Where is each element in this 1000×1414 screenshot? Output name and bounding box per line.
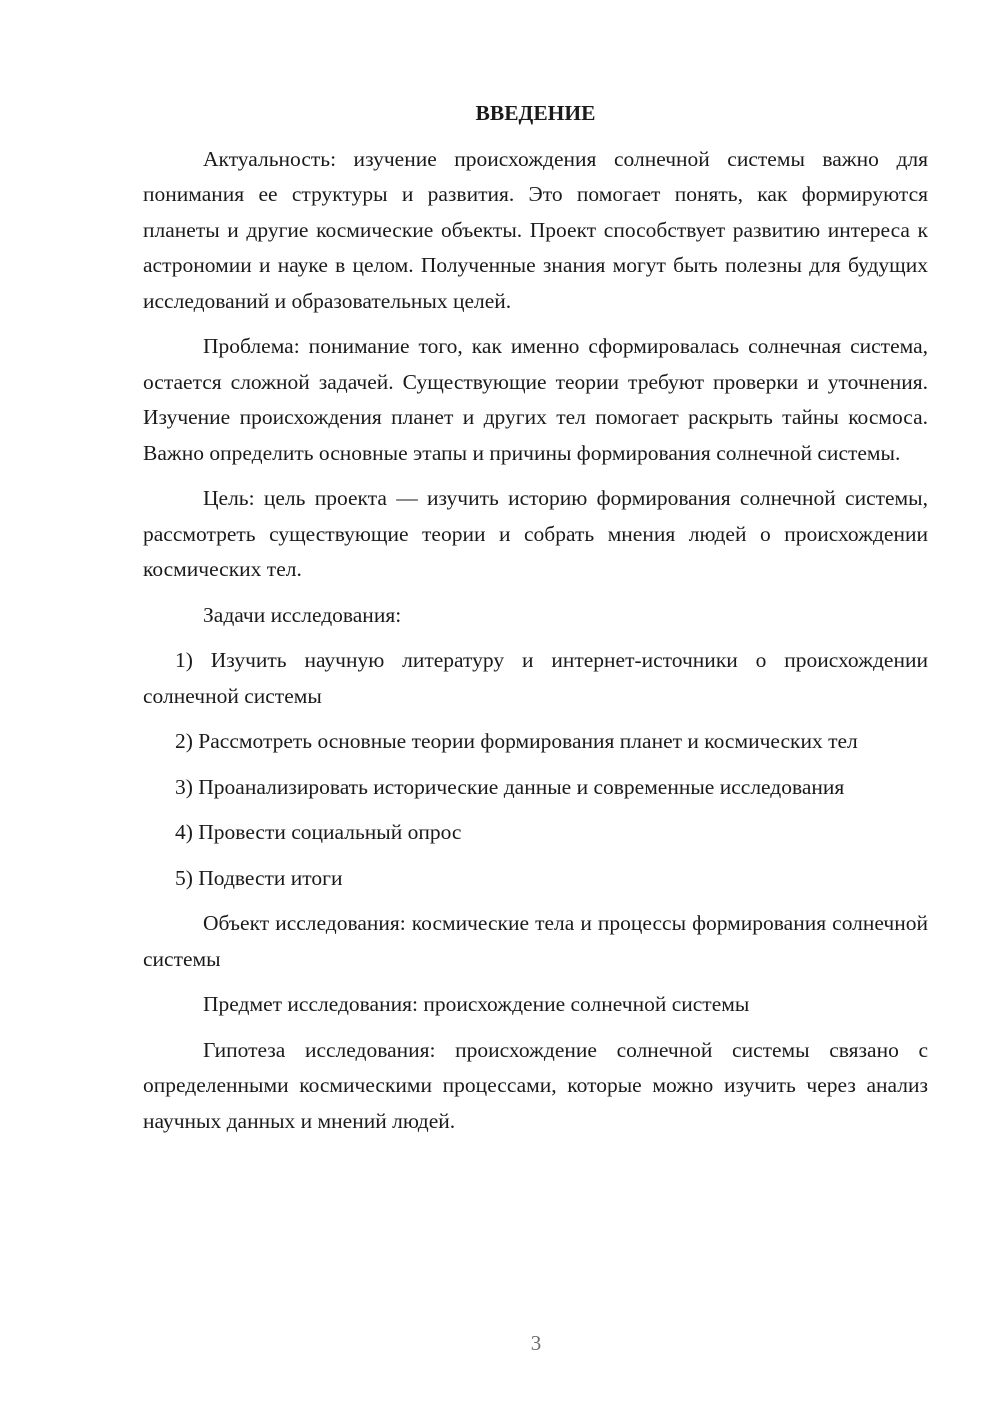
page-number: 3 xyxy=(530,1331,542,1355)
goal-paragraph: Цель: цель проекта — изучить историю формирования солнечной системы, рассмотреть существующие теории и собрать мнения людей о происхождении космических тел. xyxy=(143,486,928,581)
task-item-5: 5) Подвести итоги xyxy=(175,865,343,890)
subject-paragraph: Предмет исследования: происхождение солнечной системы xyxy=(203,992,750,1016)
section-title: ВВЕДЕНИЕ xyxy=(475,101,596,125)
task-item-1: 1) Изучить научную литературу и интернет-источники о происхождении солнечной системы xyxy=(143,648,928,708)
page-content xyxy=(143,96,928,1149)
task-item-2: 2) Рассмотреть основные теории формирования планет и космических тел xyxy=(175,729,858,753)
hypothesis-paragraph: Гипотеза исследования: происхождение солнечной системы связано с определенными космическими процессами, которые можно изучить через анализ научных данных и мнений людей. xyxy=(143,1037,928,1133)
task-item-3: 3) Проанализировать исторические данные и современные исследования xyxy=(175,774,845,799)
task-item-4: 4) Провести социальный опрос xyxy=(175,820,462,844)
problem-paragraph: Проблема: понимание того, как именно сформировалась солнечная система, остается сложной задачей. Существующие теории требуют проверки и уточнения. Изучение происхождения планет и других тел помогает раскрыть тайны космоса. Важно определить основные этапы и причины формирования солнечной системы. xyxy=(143,334,928,465)
tasks-heading: Задачи исследования: xyxy=(203,602,402,627)
object-paragraph: Объект исследования: космические тела и процессы формирования солнечной системы xyxy=(143,911,928,971)
relevance-paragraph: Актуальность: изучение происхождения солнечной системы важно для понимания ее структуры и развития. Это помогает понять, как формируются планеты и другие космические объекты. Проект способствует развитию интереса к астрономии и науке в целом. Полученные знания могут быть полезны для будущих исследований и образовательных целей. xyxy=(143,146,928,313)
